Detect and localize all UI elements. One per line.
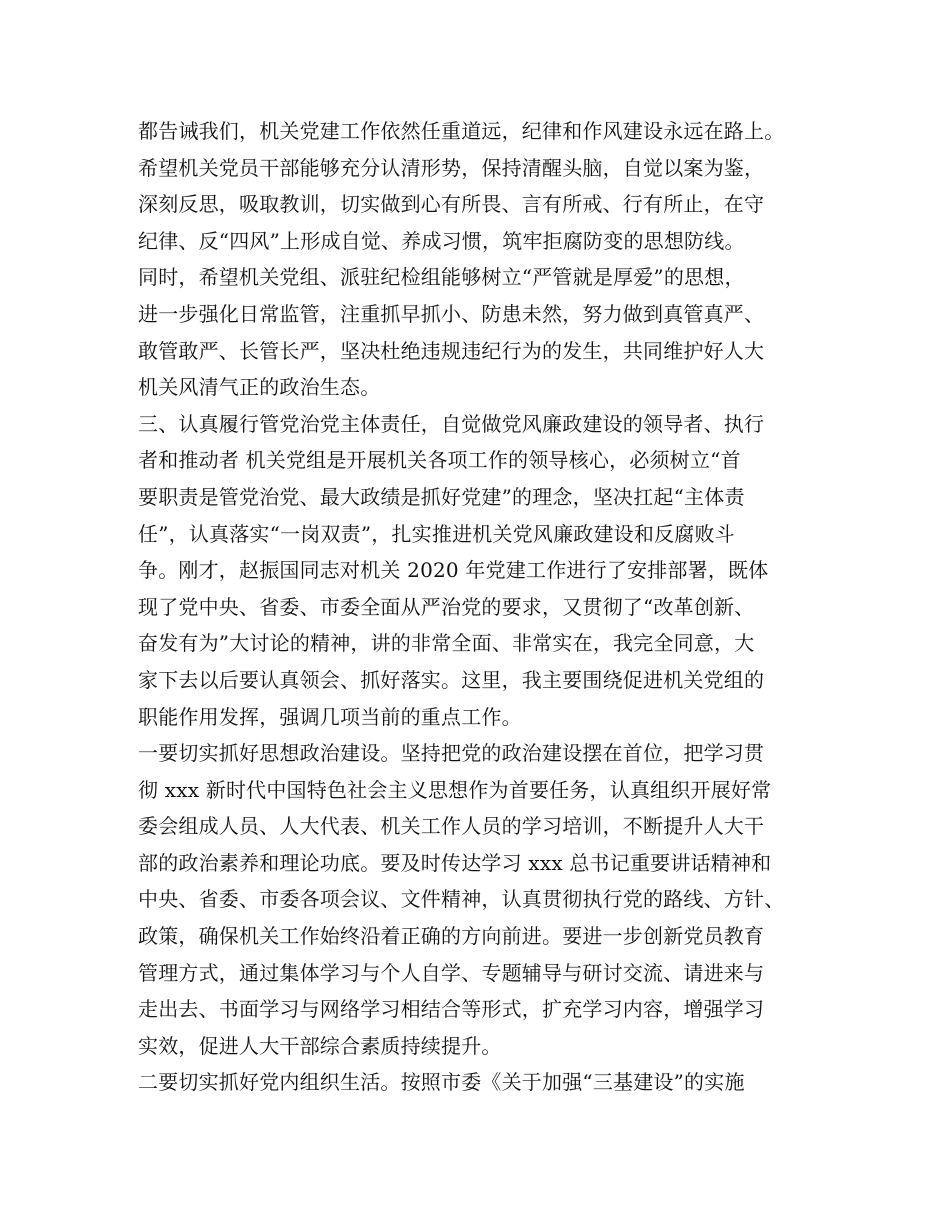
- section-heading-line: 三、认真履行管党治党主体责任，自觉做党风廉政建设的领导者、执行: [138, 411, 765, 436]
- document-body: [138, 113, 838, 1101]
- text-line: 政策，确保机关工作始终沿着正确的方向前进。要进一步创新党员教育: [138, 924, 765, 949]
- text-line: 奋发有为”大讨论的精神，讲的非常全面、非常实在，我完全同意，大: [138, 631, 755, 656]
- text-line: 要职责是管党治党、最大政绩是抓好党建”的理念，坚决扛起“主体责: [138, 484, 745, 509]
- text-line: 敢管敢严、长管长严，坚决杜绝违规违纪行为的发生，共同维护好人大: [138, 338, 765, 363]
- text-line: 纪律、反“四风”上形成自觉、养成习惯，筑牢拒腐防变的思想防线。: [138, 228, 745, 253]
- text-line: 职能作用发挥，强调几项当前的重点工作。: [138, 704, 522, 729]
- text-line: 实效，促进人大干部综合素质持续提升。: [138, 1033, 502, 1058]
- text-line: 同时，希望机关党组、派驻纪检组能够树立“严管就是厚爱”的思想，: [138, 265, 745, 290]
- text-line: 争。刚才，赵振国同志对机关 2020 年党建工作进行了安排部署，既体: [138, 558, 769, 583]
- text-line: 中央、省委、市委各项会议、文件精神，认真贯彻执行党的路线、方针、: [138, 887, 785, 912]
- text-line: 管理方式，通过集体学习与个人自学、专题辅导与研讨交流、请进来与: [138, 960, 765, 985]
- text-line: 希望机关党员干部能够充分认清形势，保持清醒头脑，自觉以案为鉴，: [138, 155, 765, 180]
- text-line: 委会组成人员、人大代表、机关工作人员的学习培训，不断提升人大干: [138, 814, 765, 839]
- text-line: 走出去、书面学习与网络学习相结合等形式，扩充学习内容，增强学习: [138, 997, 765, 1022]
- paragraph-start-line: 一要切实抓好思想政治建设。坚持把党的政治建设摆在首位，把学习贯: [138, 741, 765, 766]
- text-line: 都告诫我们，机关党建工作依然任重道远，纪律和作风建设永远在路上。: [138, 119, 785, 143]
- text-line: 者和推动者 机关党组是开展机关各项工作的领导核心，必须树立“首: [138, 448, 741, 473]
- text-line: 进一步强化日常监管，注重抓早抓小、防患未然，努力做到真管真严、: [138, 301, 765, 326]
- text-line: 部的政治素养和理论功底。要及时传达学习 xxx 总书记重要讲话精神和: [138, 850, 772, 875]
- text-line: 机关风清气正的政治生态。: [138, 375, 381, 400]
- text-line: 现了党中央、省委、市委全面从严治党的要求，又贯彻了“改革创新、: [138, 594, 755, 619]
- text-line: 家下去以后要认真领会、抓好落实。这里，我主要围绕促进机关党组的: [138, 667, 765, 692]
- text-line: 彻 xxx 新时代中国特色社会主义思想作为首要任务，认真组织开展好常: [138, 777, 772, 802]
- text-line: 任”，认真落实“一岗双责”，扎实推进机关党风廉政建设和反腐败斗: [138, 521, 735, 546]
- text-line: 深刻反思，吸取教训，切实做到心有所畏、言有所戒、行有所止，在守: [138, 192, 765, 217]
- paragraph-start-line: 二要切实抓好党内组织生活。按照市委《关于加强“三基建设”的实施: [138, 1070, 745, 1095]
